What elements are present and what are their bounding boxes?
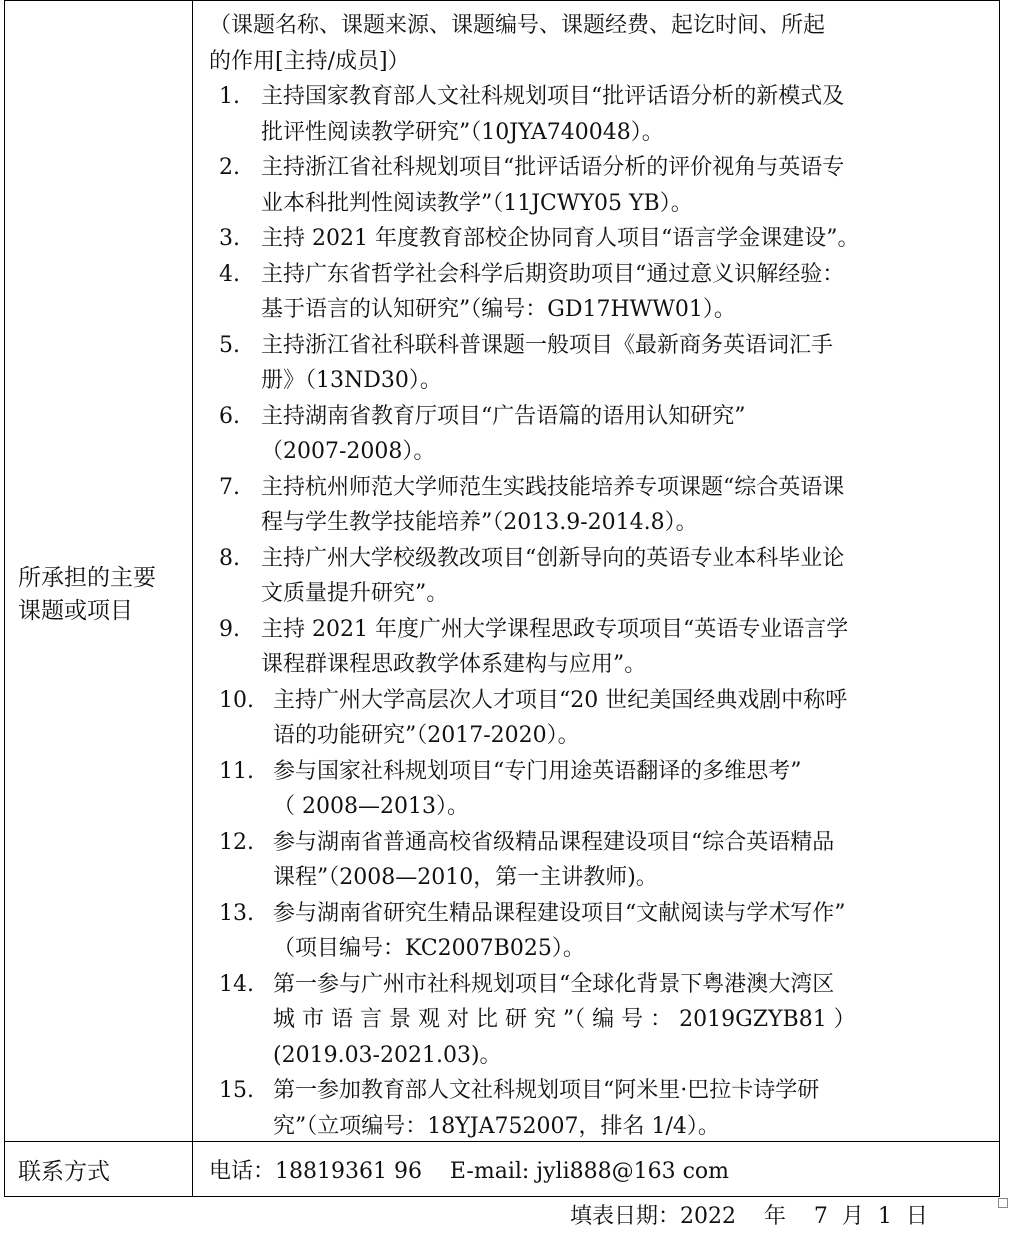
list-item-line: 主持浙江省社科规划项目“批评话语分析的评价视角与英语专: [261, 155, 845, 180]
list-item-line: 主持广州大学校级教改项目“创新导向的英语专业本科毕业论: [261, 545, 845, 571]
list-item-number: 13.: [219, 900, 254, 926]
list-item-number: 11.: [219, 758, 254, 784]
contact-value: 电话：18819361 96 E-mail: jyli888@163 com: [209, 1159, 730, 1184]
table-bottom-line: [4, 1196, 1000, 1197]
projects-intro: [209, 8, 995, 79]
list-item-line: 册》（13ND30）。: [261, 368, 442, 393]
list-item-number: 5.: [219, 332, 240, 358]
projects-label-line: 课题或项目: [18, 598, 133, 624]
list-item-line: 城 市 语 言 景 观 对 比 研 究 ”（ 编 号 ： 2019GZYB81 ）: [273, 1007, 856, 1032]
list-item-number: 15.: [219, 1078, 254, 1103]
list-item: [209, 896, 995, 967]
intro-line: 的作用[主持/成员]）: [209, 48, 410, 74]
projects-label: [18, 562, 188, 628]
projects-list: [209, 79, 995, 1144]
table-top-line: [4, 0, 1000, 1]
list-item-line: 基于语言的认知研究”（编号：GD17HWW01）。: [261, 297, 736, 322]
list-item: [209, 399, 995, 470]
list-item-number: 9.: [219, 616, 240, 642]
list-item-line: （ 2008—2013）。: [273, 794, 469, 819]
list-item-line: 主持杭州师范大学师范生实践技能培养专项课题“综合英语课: [261, 474, 845, 500]
list-item-line: 程与学生教学技能培养”（2013.9-2014.8）。: [261, 510, 698, 535]
list-item: [209, 967, 995, 1074]
corner-mark-icon: [998, 1198, 1008, 1208]
list-item-line: 主持 2021 年度广州大学课程思政专项项目“英语专业语言学: [261, 616, 849, 642]
list-item-line: 主持湖南省教育厅项目“广告语篇的语用认知研究”: [261, 403, 746, 429]
list-item-line: 主持广州大学高层次人才项目“20 世纪美国经典戏剧中称呼: [273, 687, 848, 713]
list-item-line: 参与国家社科规划项目“专门用途英语翻译的多维思考”: [273, 758, 802, 784]
list-item-line: 主持国家教育部人文社科规划项目“批评话语分析的新模式及: [261, 84, 845, 109]
list-item-line: 主持浙江省社科联科普课题一般项目《最新商务英语词汇手: [261, 332, 834, 358]
table-divider-column: [192, 0, 193, 1197]
list-item-line: (2019.03-2021.03)。: [273, 1042, 502, 1068]
list-item: [209, 612, 995, 683]
intro-line: （课题名称、课题来源、课题编号、课题经费、起讫时间、所起: [209, 13, 826, 38]
list-item-number: 8.: [219, 545, 240, 571]
list-item-line: 参与湖南省普通高校省级精品课程建设项目“综合英语精品: [273, 829, 835, 855]
list-item-number: 14.: [219, 971, 254, 997]
table-border-right: [999, 0, 1000, 1197]
list-item-line: （项目编号：KC2007B025）。: [273, 936, 585, 961]
table-border-left: [4, 0, 5, 1197]
list-item-line: 第一参加教育部人文社科规划项目“阿米里·巴拉卡诗学研: [273, 1078, 820, 1103]
list-item-line: 课程”（2008—2010，第一主讲教师)。: [273, 865, 658, 890]
list-item-number: 7.: [219, 474, 240, 500]
contact-label: 联系方式: [18, 1159, 110, 1185]
list-item: [209, 683, 995, 754]
list-item-line: 课程群课程思政教学体系建构与应用”。: [261, 652, 647, 677]
list-item-number: 3.: [219, 226, 240, 251]
list-item-line: 文质量提升研究”。: [261, 581, 449, 606]
projects-label-line: 所承担的主要: [18, 565, 156, 591]
list-item: [209, 541, 995, 612]
list-item-number: 10.: [219, 687, 254, 713]
list-item-number: 1.: [219, 84, 240, 109]
list-item-number: 6.: [219, 403, 240, 429]
list-item-number: 12.: [219, 829, 254, 855]
list-item-line: 参与湖南省研究生精品课程建设项目“文献阅读与学术写作”: [273, 900, 846, 926]
list-item: [209, 825, 995, 896]
list-item: [209, 150, 995, 221]
list-item-line: 究”（立项编号：18YJA752007，排名 1/4）。: [273, 1113, 720, 1139]
list-item-line: 主持 2021 年度教育部校企协同育人项目“语言学金课建设”。: [261, 226, 860, 251]
list-item-number: 4.: [219, 261, 240, 287]
list-item: [209, 221, 995, 257]
list-item: [209, 754, 995, 825]
fill-date: 填表日期：2022 年 7 月 1 日: [570, 1204, 928, 1229]
list-item-line: 第一参与广州市社科规划项目“全球化背景下粤港澳大湾区: [273, 971, 835, 997]
list-item: [209, 79, 995, 150]
list-item-number: 2.: [219, 155, 240, 180]
list-item: [209, 1073, 995, 1144]
list-item-line: 业本科批判性阅读教学”（11JCWY05 YB）。: [261, 190, 693, 216]
list-item: [209, 470, 995, 541]
projects-content: [209, 8, 995, 1144]
list-item: [209, 257, 995, 328]
list-item-line: （2007-2008）。: [261, 439, 436, 464]
list-item-line: 主持广东省哲学社会科学后期资助项目“通过意义识解经验：: [261, 261, 845, 287]
list-item-line: 批评性阅读教学研究”（10JYA740048）。: [261, 119, 664, 145]
list-item: [209, 328, 995, 399]
list-item-line: 语的功能研究”（2017-2020）。: [273, 723, 580, 748]
